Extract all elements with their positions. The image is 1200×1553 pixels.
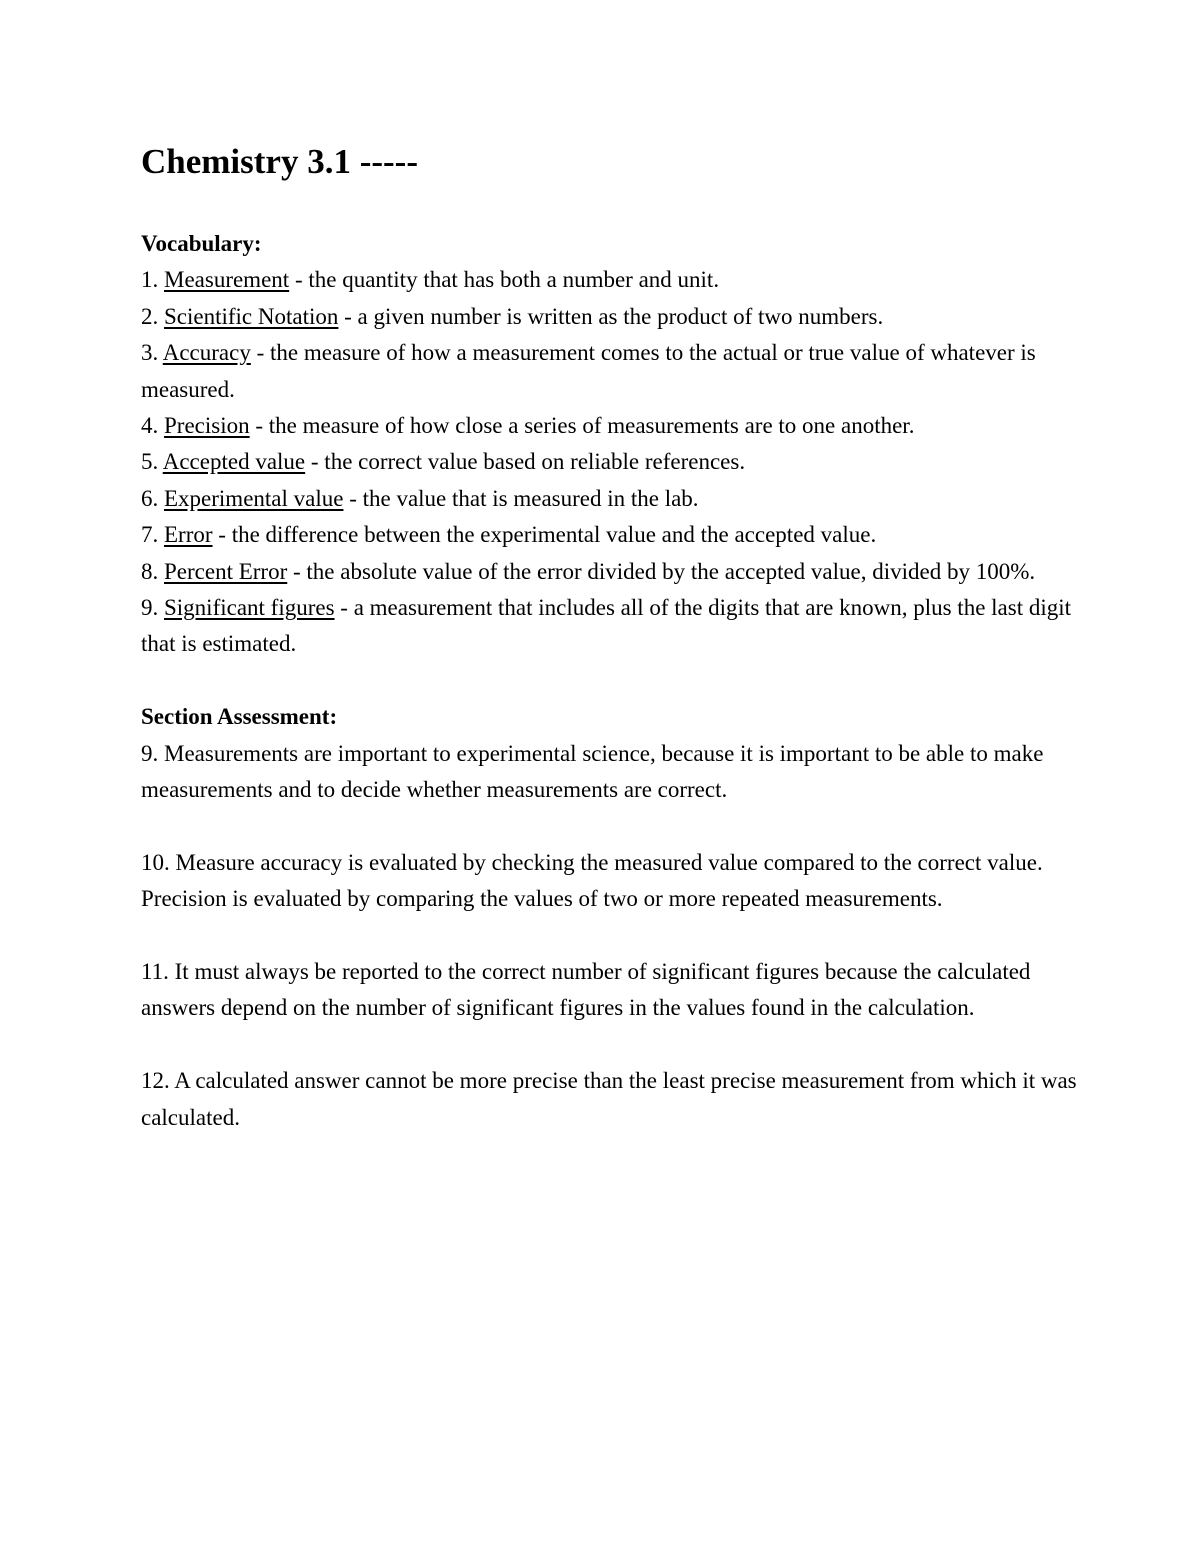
vocabulary-definition: - a given number is written as the product of two numbers.	[338, 303, 884, 329]
section-assessment-heading: Section Assessment:	[141, 704, 338, 730]
vocabulary-term: Accuracy	[162, 340, 251, 366]
vocabulary-definition: - the absolute value of the error divided by the accepted value, divided by 100%.	[287, 558, 1036, 584]
item-number: 6.	[141, 485, 159, 511]
assessment-answer: 11. It must always be reported to the correct number of significant figures because the calculated answers depend on the number of significant figures in the values found in the calculation.	[141, 959, 1031, 1021]
vocabulary-definition: - the correct value based on reliable references.	[305, 449, 746, 475]
document-title: Chemistry 3.1 -----	[141, 142, 418, 181]
item-number: 2.	[141, 303, 159, 329]
spacer	[141, 918, 1081, 954]
spacer	[141, 663, 1081, 699]
vocabulary-term: Precision	[164, 413, 250, 439]
vocabulary-definition: - the quantity that has both a number and unit.	[289, 267, 720, 293]
item-number: 7.	[141, 522, 159, 548]
item-number: 4.	[141, 413, 159, 439]
vocabulary-heading: Vocabulary:	[141, 231, 262, 256]
item-number: 8.	[141, 558, 159, 584]
vocabulary-term: Experimental value	[164, 485, 344, 511]
vocabulary-definition: - the value that is measured in the lab.	[343, 485, 699, 511]
vocabulary-item	[141, 590, 1081, 663]
vocabulary-item	[141, 335, 1081, 408]
vocabulary-term: Scientific Notation	[164, 303, 339, 329]
spacer	[141, 808, 1081, 844]
vocabulary-definition: - a measurement that includes all of the digits that are known, plus the last digit that is estimated.	[141, 595, 1072, 657]
vocabulary-item	[141, 408, 1081, 444]
vocabulary-term: Percent Error	[164, 558, 288, 584]
item-number: 1.	[141, 267, 159, 293]
vocabulary-item	[141, 554, 1081, 590]
vocabulary-term: Accepted value	[162, 449, 306, 475]
vocabulary-definition: - the difference between the experimental value and the accepted value.	[212, 522, 877, 548]
item-number: 5.	[141, 449, 159, 475]
assessment-answer: 10. Measure accuracy is evaluated by checking the measured value compared to the correct value. Precision is evaluated by comparing the values of two or more repeated measurements.	[141, 849, 1043, 912]
vocabulary-item	[141, 517, 1081, 553]
assessment-answer: 9. Measurements are important to experimental science, because it is important to be able to make measurements and to decide whether measurements are correct.	[141, 740, 1044, 803]
vocabulary-item	[141, 481, 1081, 517]
spacer	[141, 1027, 1081, 1063]
vocabulary-item	[141, 299, 1081, 335]
vocabulary-definition: - the measure of how a measurement comes to the actual or true value of whatever is measured.	[141, 340, 1036, 402]
vocabulary-item	[141, 262, 1081, 298]
vocabulary-list	[141, 262, 1081, 662]
vocabulary-term: Measurement	[164, 267, 290, 293]
item-number: 9.	[141, 595, 159, 621]
assessment-answer: 12. A calculated answer cannot be more precise than the least precise measurement from which it was calculated.	[141, 1068, 1077, 1130]
document-page	[141, 140, 1081, 1136]
vocabulary-item	[141, 444, 1081, 480]
vocabulary-term: Significant figures	[164, 595, 335, 621]
vocabulary-definition: - the measure of how close a series of measurements are to one another.	[249, 413, 915, 439]
item-number: 3.	[141, 340, 159, 366]
vocabulary-term: Error	[164, 522, 213, 548]
